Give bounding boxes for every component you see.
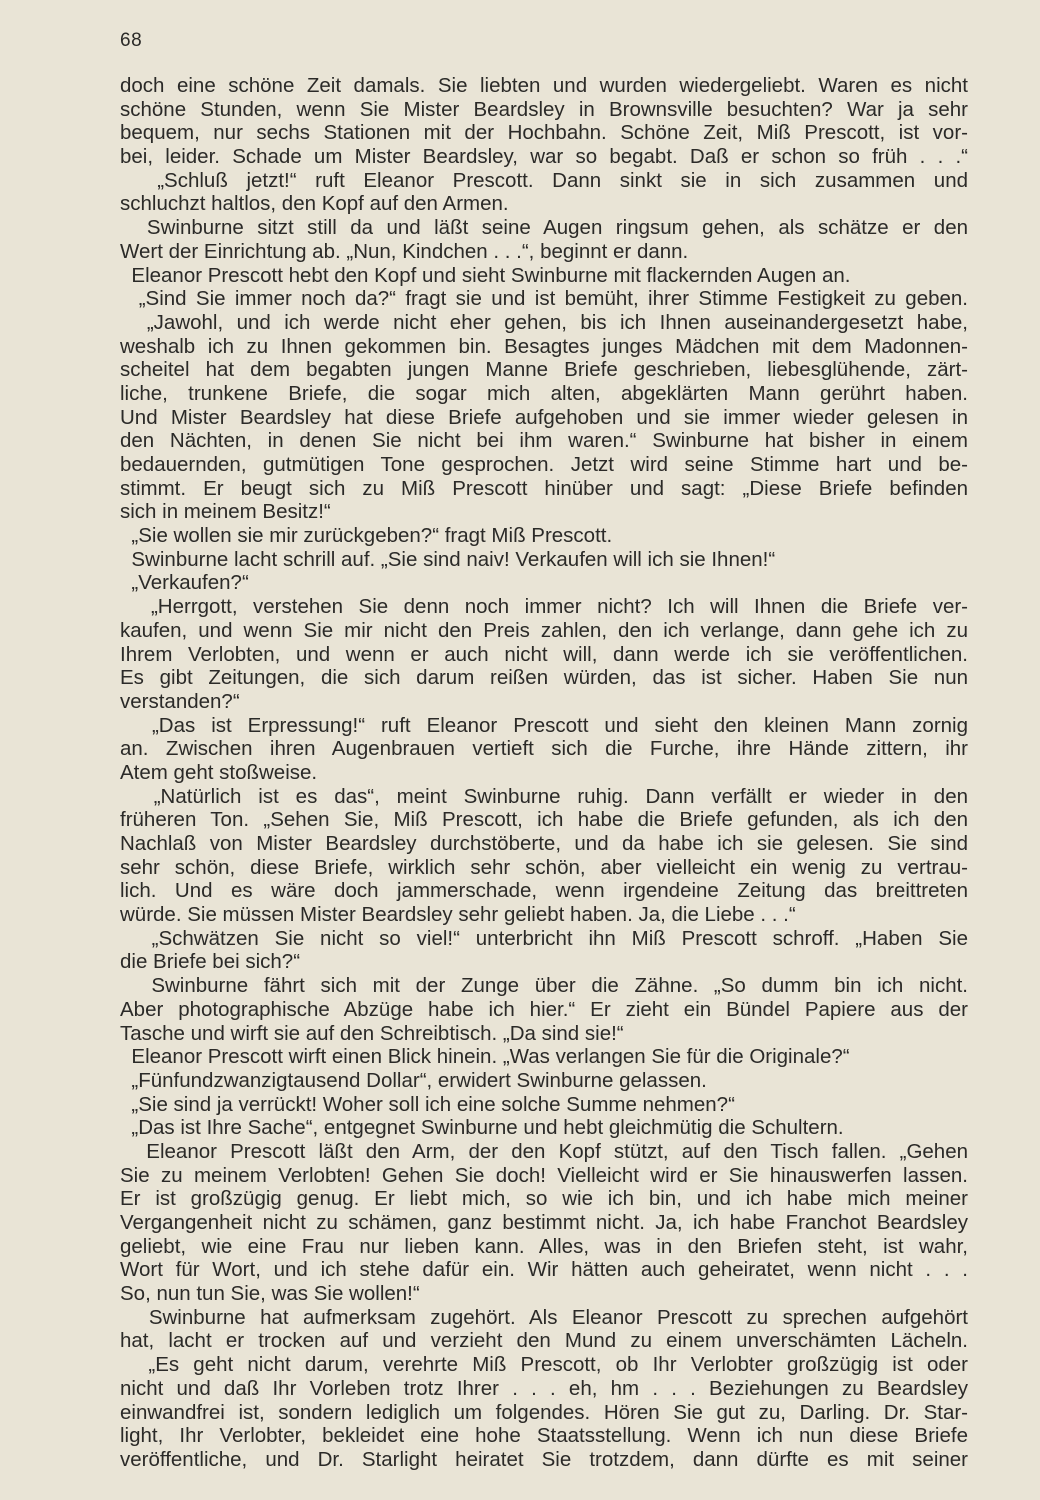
text-line: Swinburne fährt sich mit der Zunge über die Zähne. „So dumm bin ich nicht. — [120, 974, 968, 998]
text-line: sehr schön, diese Briefe, wirklich sehr schön, aber vielleicht ein wenig zu vertrau- — [120, 855, 968, 879]
text-line: Atem geht stoßweise. — [120, 760, 318, 784]
text-line: sich in meinem Besitz!“ — [120, 500, 331, 524]
text-line: bequem, nur sechs Stationen mit der Hochbahn. Schöne Zeit, Miß Prescott, ist vor- — [120, 121, 968, 145]
text-line: verstanden?“ — [120, 689, 240, 713]
text-line: schluchzt haltlos, den Kopf auf den Armen. — [120, 192, 509, 216]
text-line: doch eine schöne Zeit damals. Sie liebten und wurden wiedergeliebt. Waren es nicht — [120, 74, 968, 97]
text-line: Eleanor Prescott läßt den Arm, der den Kopf stützt, auf den Tisch fallen. „Gehen — [120, 1139, 968, 1163]
text-line: an. Zwischen ihren Augenbrauen vertieft sich die Furche, ihre Hände zittern, ihr — [120, 737, 968, 761]
text-line: Er ist großzügig genug. Er liebt mich, so wie ich bin, und ich habe mich meiner — [120, 1187, 968, 1211]
text-line: So, nun tun Sie, was Sie wollen!“ — [120, 1282, 420, 1306]
text-line: Nachlaß von Mister Beardsley durchstöberte, und da habe ich sie gelesen. Sie sind — [120, 832, 968, 855]
text-line: veröffentliche, und Dr. Starlight heiratet Sie trotzdem, dann dürfte es mit seiner — [120, 1447, 968, 1471]
text-line: einwandfrei ist, sondern lediglich um folgendes. Hören Sie gut zu, Darling. Dr. Star- — [120, 1400, 968, 1424]
text-line: kaufen, und wenn Sie mir nicht den Preis zahlen, den ich verlange, dann gehe ich zu — [120, 618, 968, 642]
text-line: Wert der Einrichtung ab. „Nun, Kindchen . . .“, beginnt er dann. — [120, 239, 689, 263]
text-line: Aber photographische Abzüge habe ich hier.“ Er zieht ein Bündel Papiere aus der — [120, 997, 968, 1021]
text-line: die Briefe bei sich?“ — [120, 950, 301, 974]
text-line: Eleanor Prescott wirft einen Blick hinein. „Was verlangen Sie für die Originale?“ — [120, 1045, 850, 1069]
text-line: scheitel hat dem begabten jungen Manne Briefe geschrieben, liebesglühende, zärt- — [120, 358, 968, 382]
text-line: „Es geht nicht darum, verehrte Miß Prescott, ob Ihr Verlobter großzügig ist oder — [120, 1353, 968, 1377]
text-line: Und Mister Beardsley hat diese Briefe aufgehoben und sie immer wieder gelesen in — [120, 405, 968, 429]
text-line: light, Ihr Verlobter, bekleidet eine hohe Staatsstellung. Wenn ich nun diese Briefe — [120, 1424, 968, 1448]
text-line: „Sie wollen sie mir zurückgeben?“ fragt Miß Prescott. — [120, 524, 613, 548]
text-line: hat, lacht er trocken auf und verzieht den Mund zu einem unverschämten Lächeln. — [120, 1329, 968, 1353]
text-line: Swinburne hat aufmerksam zugehört. Als Eleanor Prescott zu sprechen aufgehört — [120, 1305, 968, 1329]
text-line: Wort für Wort, und ich stehe dafür ein. Wir hätten auch geheiratet, wenn nicht . . . — [120, 1258, 968, 1282]
text-line: „Jawohl, und ich werde nicht eher gehen, bis ich Ihnen auseinandergesetzt habe, — [120, 310, 968, 334]
text-line: „Verkaufen?“ — [120, 571, 249, 595]
text-line: weshalb ich zu Ihnen gekommen bin. Besagtes junges Mädchen mit dem Madonnen- — [120, 334, 968, 358]
text-line: „Natürlich ist es das“, meint Swinburne ruhig. Dann verfällt er wieder in den — [120, 784, 968, 808]
text-line: liche, trunkene Briefe, die sogar mich alten, abgeklärten Mann gerührt haben. — [120, 381, 968, 405]
text-line: schöne Stunden, wenn Sie Mister Beardsley in Brownsville besuchten? War ja sehr — [120, 97, 968, 121]
text-line: Eleanor Prescott hebt den Kopf und sieht Swinburne mit flackernden Augen an. — [120, 263, 851, 287]
text-line: Sie zu meinem Verlobten! Gehen Sie doch! Vielleicht wird er Sie hinauswerfen lassen. — [120, 1163, 968, 1187]
text-line: Tasche und wirft sie auf den Schreibtisch. „Da sind sie!“ — [120, 1021, 624, 1045]
text-line: Ihrem Verlobten, und wenn er auch nicht will, dann werde ich sie veröffentlichen. — [120, 642, 968, 666]
text-line: „Herrgott, verstehen Sie denn noch immer nicht? Ich will Ihnen die Briefe ver- — [120, 595, 968, 619]
text-line: den Nächten, in denen Sie nicht bei ihm waren.“ Swinburne hat bisher in einem — [120, 429, 968, 453]
text-line: Es gibt Zeitungen, die sich darum reißen würden, das ist sicher. Haben Sie nun — [120, 666, 968, 690]
text-line: Swinburne sitzt still da und läßt seine Augen ringsum gehen, als schätze er den — [120, 216, 968, 240]
text-line: „Sie sind ja verrückt! Woher soll ich eine solche Summe nehmen?“ — [120, 1092, 735, 1116]
text-line: „Schwätzen Sie nicht so viel!“ unterbricht ihn Miß Prescott schroff. „Haben Sie — [120, 926, 968, 950]
text-line: nicht und daß Ihr Vorleben trotz Ihrer . . . eh, hm . . . Beziehungen zu Beardsley — [120, 1376, 968, 1400]
page-number: 68 — [120, 30, 143, 51]
text-line: geliebt, wie eine Frau nur lieben kann. Alles, was in den Briefen steht, ist wahr, — [120, 1234, 968, 1258]
text-line: früheren Ton. „Sehen Sie, Miß Prescott, ich habe die Briefe gefunden, als ich den — [120, 808, 968, 832]
text-line: „Sind Sie immer noch da?“ fragt sie und ist bemüht, ihrer Stimme Festigkeit zu geben. — [120, 287, 968, 311]
text-line: würde. Sie müssen Mister Beardsley sehr geliebt haben. Ja, die Liebe . . .“ — [120, 903, 796, 927]
body-text — [120, 74, 968, 1472]
text-line: „Das ist Erpressung!“ ruft Eleanor Prescott und sieht den kleinen Mann zornig — [120, 713, 968, 737]
text-line: bedauernden, gutmütigen Tone gesprochen. Jetzt wird seine Stimme hart und be- — [120, 453, 968, 476]
text-line: „Schluß jetzt!“ ruft Eleanor Prescott. Dann sinkt sie in sich zusammen und — [120, 168, 968, 192]
text-line: Vergangenheit nicht zu schämen, ganz bestimmt nicht. Ja, ich habe Franchot Beardsley — [120, 1211, 968, 1234]
text-line: stimmt. Er beugt sich zu Miß Prescott hinüber und sagt: „Diese Briefe befinden — [120, 476, 968, 500]
text-line: „Das ist Ihre Sache“, entgegnet Swinburne und hebt gleichmütig die Schultern. — [120, 1116, 844, 1140]
text-line: bei, leider. Schade um Mister Beardsley, war so begabt. Daß er schon so früh . . .“ — [120, 145, 968, 169]
text-line: lich. Und es wäre doch jammerschade, wenn irgendeine Zeitung das breittreten — [120, 879, 968, 903]
text-line: Swinburne lacht schrill auf. „Sie sind naiv! Verkaufen will ich sie Ihnen!“ — [120, 547, 776, 571]
text-line: „Fünfundzwanzigtausend Dollar“, erwidert Swinburne gelassen. — [120, 1068, 707, 1092]
